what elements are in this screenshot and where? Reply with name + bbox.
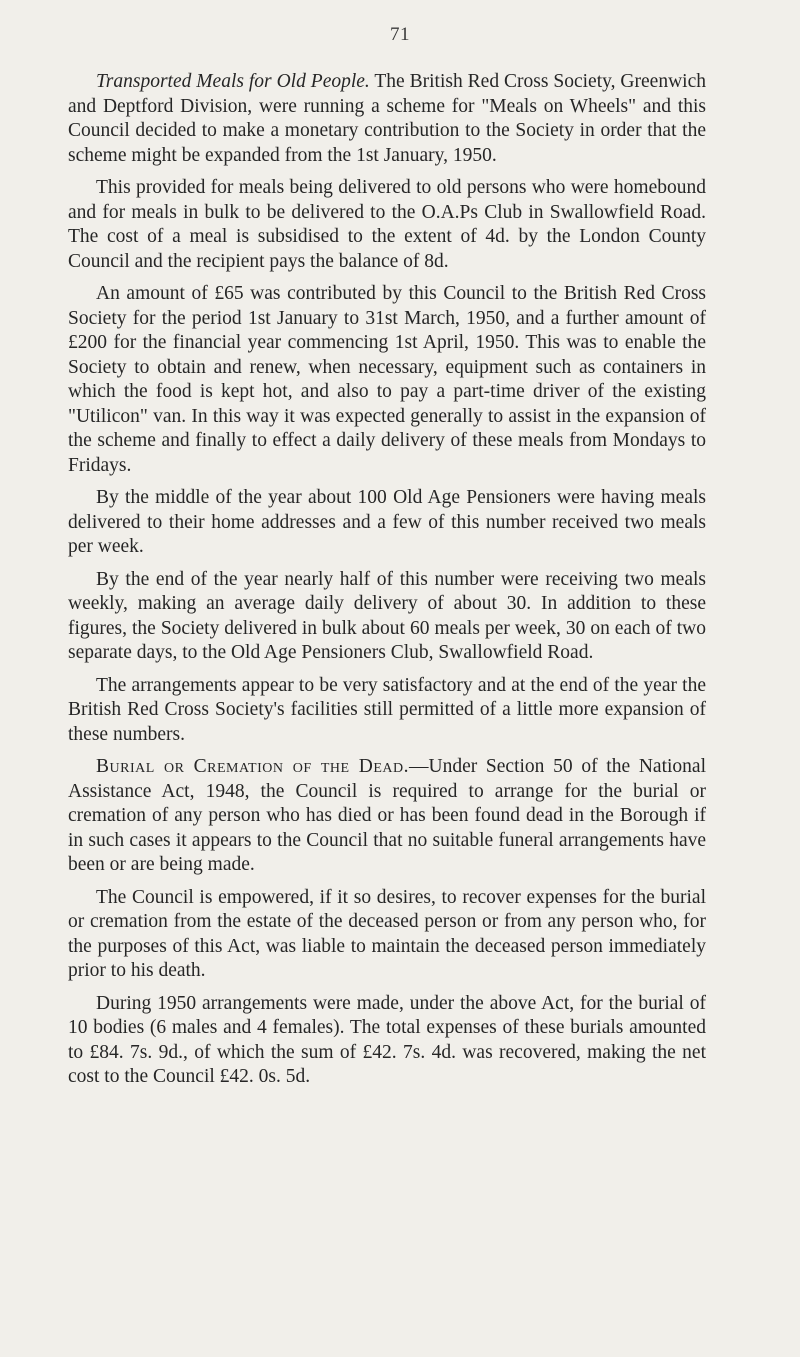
paragraph-burial-costs: During 1950 arrangements were made, under the above Act, for the burial of 10 bodies (6 males and 4 females). The total expenses of these burials amounted to £84. 7s. 9d., of which the sum of £42. 7s. 4d. was recovered, making the net cost to the Council £42. 0s. 5d. bbox=[68, 992, 706, 1087]
paragraph-text: —Under Section 50 of the National Assistance Act, 1948, the Council is required to arrange for the burial or cremation of any person who has died or has been found dead in the Borough if in such cases it appears to the Council that no suitable funeral arrangements have been or are being made. bbox=[68, 756, 706, 875]
paragraph-contribution-amounts: An amount of £65 was contributed by this Council to the British Red Cross Society for the period 1st January to 31st March, 1950, and a further amount of £200 for the financial year commencing 1st April, 1950. This was to enable the Society to obtain and renew, when necessary, equipment such as containers in which the food is kept hot, and also to pay a part-time driver of the existing "Utilicon" van. In this way it was expected generally to assist in the expansion of the scheme and finally to effect a daily delivery of these meals from Mondays to Fridays. bbox=[68, 283, 706, 476]
body-text bbox=[68, 70, 706, 1098]
paragraph-text: The British Red Cross Society, Greenwich and Deptford Division, were running a scheme for "Meals on Wheels" and this Council decided to make a monetary contribution to the Society in order that the scheme might be expanded from the 1st January, 1950. bbox=[68, 71, 706, 166]
paragraph-mid-year-figures: By the middle of the year about 100 Old Age Pensioners were having meals delivered to their home addresses and a few of this number received two meals per week. bbox=[68, 487, 706, 557]
section-heading-burial-or-cremation: Burial or Cremation of the Dead. bbox=[96, 756, 409, 777]
paragraph-end-year-figures: By the end of the year nearly half of this number were receiving two meals weekly, making an average daily delivery of about 30. In addition to these figures, the Society delivered in bulk about 60 meals per week, 30 on each of two separate days, to the Old Age Pensioners Club, Swallowfield Road. bbox=[68, 568, 706, 663]
paragraph-arrangements: The arrangements appear to be very satisfactory and at the end of the year the British Red Cross Society's facilities still permitted of a little more expansion of these numbers. bbox=[68, 674, 706, 745]
paragraph-burial-or-cremation bbox=[68, 755, 706, 878]
paragraph-meals-provision: This provided for meals being delivered to old persons who were homebound and for meals in bulk to be delivered to the O.A.Ps Club in Swallowfield Road. The cost of a meal is subsidised to the extent of 4d. by the London County Council and the recipient pays the balance of 8d. bbox=[68, 177, 706, 272]
paragraph-council-empowered: The Council is empowered, if it so desires, to recover expenses for the burial or cremation from the estate of the deceased person or from any person who, for the purposes of this Act, was liable to maintain the deceased person immediately prior to his death. bbox=[68, 886, 706, 981]
section-heading-transported-meals: Transported Meals for Old People. bbox=[96, 71, 370, 92]
page-number: 71 bbox=[390, 24, 410, 45]
paragraph-transported-meals bbox=[68, 70, 706, 168]
